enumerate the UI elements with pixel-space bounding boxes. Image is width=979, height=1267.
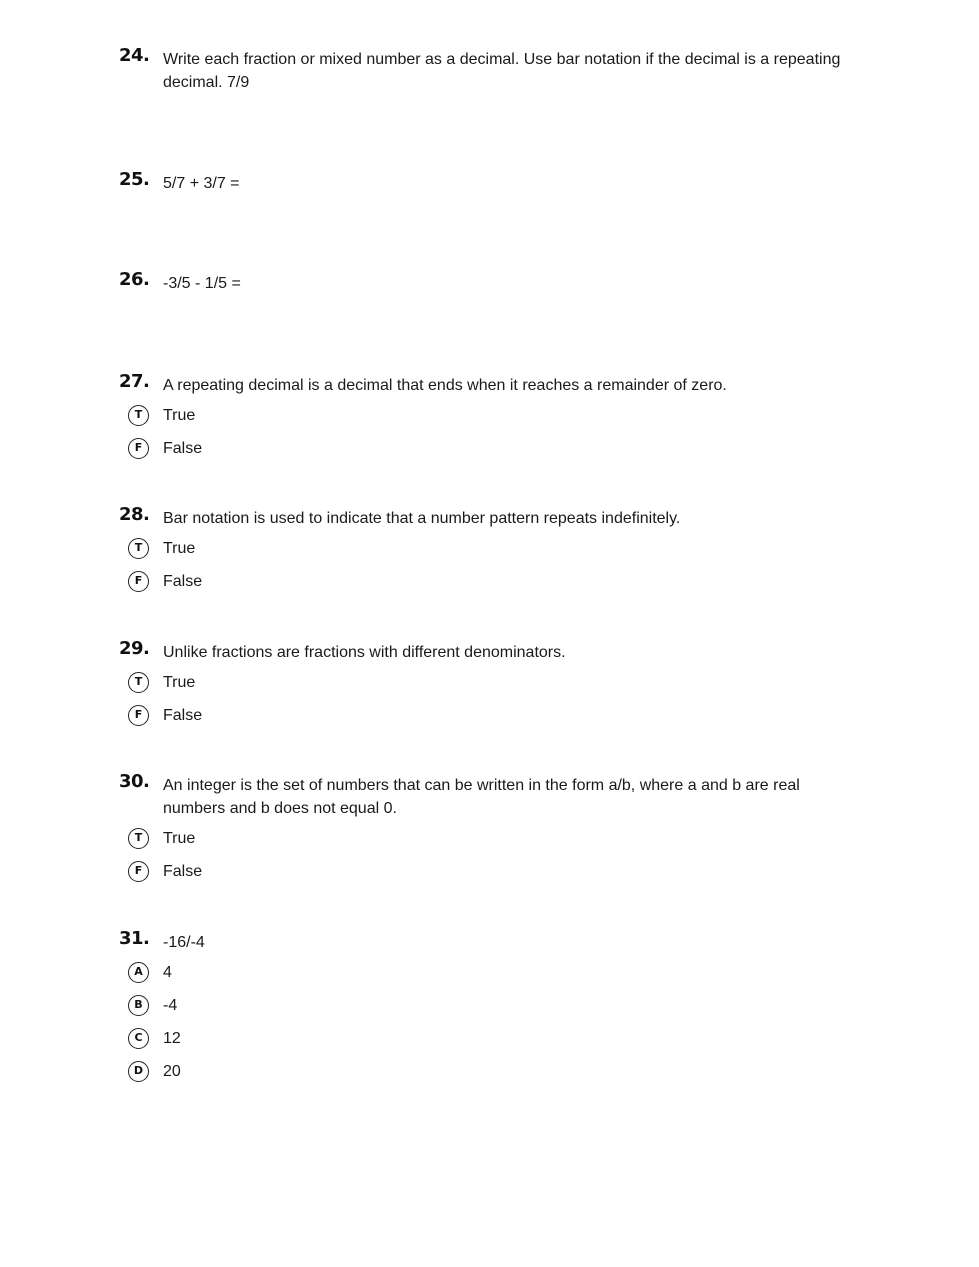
answer-option-false[interactable] [119, 861, 859, 886]
answer-bubble[interactable]: T [128, 538, 149, 559]
question-29 [119, 638, 859, 730]
answer-bubble[interactable]: T [128, 672, 149, 693]
answer-option-true[interactable] [119, 672, 859, 697]
answer-label: 12 [163, 1030, 181, 1047]
question-header [119, 269, 859, 295]
question-prompt: -16/-4 [163, 934, 205, 951]
answer-bubble[interactable]: C [128, 1028, 149, 1049]
answer-bubble[interactable]: F [128, 861, 149, 882]
answer-label: False [163, 440, 203, 457]
answer-bubble[interactable]: F [128, 438, 149, 459]
question-header [119, 504, 859, 530]
answer-label: True [163, 830, 196, 847]
question-prompt: An integer is the set of numbers that can be written in the form a/b, where a and b are real numbers and b does not equal 0. [163, 777, 800, 817]
question-prompt: Write each fraction or mixed number as a decimal. Use bar notation if the decimal is a repeating decimal. 7/9 [163, 51, 841, 91]
question-number: 26. [119, 269, 150, 290]
answer-label: 4 [163, 964, 172, 981]
question-28 [119, 504, 859, 596]
question-number: 24. [119, 45, 150, 66]
question-number: 30. [119, 771, 150, 792]
answer-label: True [163, 674, 196, 691]
question-25 [119, 169, 859, 195]
question-number: 29. [119, 638, 150, 659]
question-24 [119, 45, 859, 94]
question-prompt: -3/5 - 1/5 = [163, 275, 241, 292]
answer-option-b[interactable] [119, 995, 859, 1020]
answer-bubble[interactable]: F [128, 705, 149, 726]
answer-option-true[interactable] [119, 828, 859, 853]
answer-label: -4 [163, 997, 178, 1014]
answer-option-true[interactable] [119, 405, 859, 430]
answer-label: True [163, 540, 196, 557]
answer-option-a[interactable] [119, 962, 859, 987]
question-prompt: Unlike fractions are fractions with different denominators. [163, 644, 566, 661]
answer-option-false[interactable] [119, 438, 859, 463]
question-31 [119, 928, 859, 1086]
answer-label: 20 [163, 1063, 181, 1080]
question-number: 31. [119, 928, 150, 949]
question-30 [119, 771, 859, 886]
answer-option-c[interactable] [119, 1028, 859, 1053]
question-27 [119, 371, 859, 463]
question-header [119, 928, 859, 954]
question-number: 28. [119, 504, 150, 525]
question-number: 25. [119, 169, 150, 190]
question-26 [119, 269, 859, 295]
answer-bubble[interactable]: D [128, 1061, 149, 1082]
question-header [119, 169, 859, 195]
answer-label: False [163, 573, 203, 590]
answer-option-true[interactable] [119, 538, 859, 563]
question-prompt: A repeating decimal is a decimal that ends when it reaches a remainder of zero. [163, 377, 727, 394]
answer-option-false[interactable] [119, 705, 859, 730]
question-header [119, 371, 859, 397]
question-prompt: Bar notation is used to indicate that a number pattern repeats indefinitely. [163, 510, 681, 527]
answer-bubble[interactable]: T [128, 828, 149, 849]
answer-bubble[interactable]: B [128, 995, 149, 1016]
question-header [119, 638, 859, 664]
answer-bubble[interactable]: A [128, 962, 149, 983]
answer-label: False [163, 863, 203, 880]
answer-bubble[interactable]: F [128, 571, 149, 592]
answer-option-d[interactable] [119, 1061, 859, 1086]
question-prompt: 5/7 + 3/7 = [163, 175, 240, 192]
question-number: 27. [119, 371, 150, 392]
answer-label: True [163, 407, 196, 424]
answer-option-false[interactable] [119, 571, 859, 596]
question-header [119, 771, 859, 820]
answer-bubble[interactable]: T [128, 405, 149, 426]
question-header [119, 45, 859, 94]
answer-label: False [163, 707, 203, 724]
